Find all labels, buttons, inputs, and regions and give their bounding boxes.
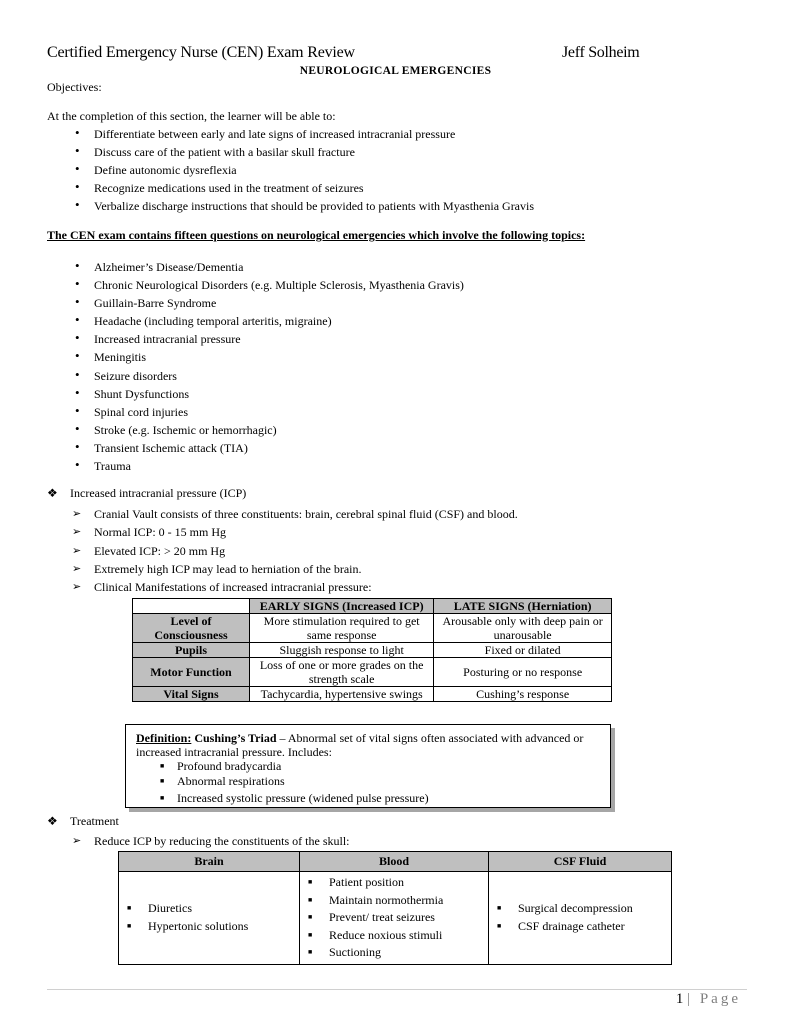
topic-item: • Increased intracranial pressure bbox=[75, 330, 464, 348]
list-item: ■ Prevent/ treat seizures bbox=[304, 909, 484, 927]
table-cell: Posturing or no response bbox=[434, 658, 612, 687]
icp-signs-table bbox=[132, 598, 612, 702]
brain-cell bbox=[119, 872, 300, 965]
topic-item: • Meningitis bbox=[75, 348, 464, 366]
topic-item: • Stroke (e.g. Ischemic or hemorrhagic) bbox=[75, 421, 464, 439]
treatment-table bbox=[118, 851, 672, 965]
icp-point: ➢ Normal ICP: 0 - 15 mm Hg bbox=[72, 523, 518, 541]
topic-item: • Chronic Neurological Disorders (e.g. Multiple Sclerosis, Myasthenia Gravis) bbox=[75, 276, 464, 294]
section-title: NEUROLOGICAL EMERGENCIES bbox=[299, 65, 492, 77]
topic-item: • Headache (including temporal arteritis, migraine) bbox=[75, 312, 464, 330]
col-header-csf: CSF Fluid bbox=[489, 852, 672, 872]
table-cell: Fixed or dilated bbox=[434, 643, 612, 658]
definition-item: ■ Abnormal respirations bbox=[160, 774, 600, 789]
definition-text bbox=[136, 731, 600, 759]
topic-item: • Trauma bbox=[75, 457, 464, 475]
list-item: ■ Patient position bbox=[304, 874, 484, 892]
definition-label: Definition: bbox=[136, 731, 192, 745]
topic-item: • Seizure disorders bbox=[75, 367, 464, 385]
table-cell: Loss of one or more grades on the strength scale bbox=[250, 658, 434, 687]
topic-item: • Transient Ischemic attack (TIA) bbox=[75, 439, 464, 457]
objective-item: • Differentiate between early and late signs of increased intracranial pressure bbox=[75, 125, 534, 143]
table-row bbox=[133, 643, 612, 658]
objective-item: • Verbalize discharge instructions that should be provided to patients with Myasthenia Gravis bbox=[75, 197, 534, 215]
diamond-bullet-icon: ❖ bbox=[47, 814, 58, 828]
list-item: ■ Surgical decompression bbox=[493, 900, 667, 918]
definition-item: ■ Increased systolic pressure (widened pulse pressure) bbox=[160, 791, 600, 806]
table-row bbox=[133, 614, 612, 643]
topic-item: • Shunt Dysfunctions bbox=[75, 385, 464, 403]
icp-point: ➢ Clinical Manifestations of increased intracranial pressure: bbox=[72, 578, 518, 596]
topics-list bbox=[75, 258, 464, 475]
objective-item: • Recognize medications used in the treatment of seizures bbox=[75, 179, 534, 197]
icp-heading: Increased intracranial pressure (ICP) bbox=[70, 486, 247, 500]
table-cell: Cushing’s response bbox=[434, 687, 612, 702]
table-corner-cell bbox=[133, 599, 250, 614]
icp-point: ➢ Extremely high ICP may lead to herniation of the brain. bbox=[72, 560, 518, 578]
objective-item: • Discuss care of the patient with a basilar skull fracture bbox=[75, 143, 534, 161]
treatment-heading: Treatment bbox=[70, 814, 119, 828]
header-author: Jeff Solheim bbox=[562, 44, 640, 61]
col-header-early: EARLY SIGNS (Increased ICP) bbox=[250, 599, 434, 614]
csf-list bbox=[493, 900, 667, 935]
definition-item: ■ Profound bradycardia bbox=[160, 759, 600, 774]
treatment-point: ➢ Reduce ICP by reducing the constituents of the skull: bbox=[72, 832, 350, 850]
brain-list bbox=[123, 900, 295, 935]
list-item: ■ Diuretics bbox=[123, 900, 295, 918]
col-header-brain: Brain bbox=[119, 852, 300, 872]
row-header: Vital Signs bbox=[133, 687, 250, 702]
objective-item: • Define autonomic dysreflexia bbox=[75, 161, 534, 179]
page-number: 1 bbox=[675, 991, 684, 1007]
blood-list bbox=[304, 874, 484, 962]
page-footer bbox=[676, 991, 741, 1008]
list-item: ■ Reduce noxious stimuli bbox=[304, 927, 484, 945]
topic-item: • Guillain-Barre Syndrome bbox=[75, 294, 464, 312]
icp-point: ➢ Elevated ICP: > 20 mm Hg bbox=[72, 542, 518, 560]
definition-box bbox=[125, 724, 611, 808]
table-row bbox=[133, 687, 612, 702]
objectives-label: Objectives: bbox=[47, 80, 102, 94]
list-item: ■ Suctioning bbox=[304, 944, 484, 962]
table-cell: Tachycardia, hypertensive swings bbox=[250, 687, 434, 702]
definition-body: – Abnormal set of vital signs often associated with advanced or increased intracranial pressure. Includes: bbox=[136, 731, 584, 759]
list-item: ■ CSF drainage catheter bbox=[493, 918, 667, 936]
blood-cell bbox=[300, 872, 489, 965]
page-label: | Page bbox=[687, 991, 741, 1007]
table-cell: Arousable only with deep pain or unarousable bbox=[434, 614, 612, 643]
row-header: Level of Consciousness bbox=[133, 614, 250, 643]
table-row bbox=[133, 658, 612, 687]
intro-text: At the completion of this section, the learner will be able to: bbox=[47, 109, 336, 123]
table-row bbox=[119, 872, 672, 965]
table-cell: More stimulation required to get same response bbox=[250, 614, 434, 643]
objectives-list bbox=[75, 125, 534, 215]
table-cell: Sluggish response to light bbox=[250, 643, 434, 658]
topic-item: • Alzheimer’s Disease/Dementia bbox=[75, 258, 464, 276]
csf-cell bbox=[489, 872, 672, 965]
diamond-bullet-icon: ❖ bbox=[47, 486, 58, 500]
col-header-blood: Blood bbox=[300, 852, 489, 872]
footer-divider bbox=[47, 989, 747, 990]
treatment-points bbox=[72, 832, 350, 850]
col-header-late: LATE SIGNS (Herniation) bbox=[434, 599, 612, 614]
exam-note: The CEN exam contains fifteen questions on neurological emergencies which involve the following topics: bbox=[47, 228, 586, 242]
list-item: ■ Maintain normothermia bbox=[304, 892, 484, 910]
header-title: Certified Emergency Nurse (CEN) Exam Review bbox=[47, 44, 355, 61]
definition-term: Cushing’s Triad bbox=[194, 731, 277, 745]
list-item: ■ Hypertonic solutions bbox=[123, 918, 295, 936]
row-header: Pupils bbox=[133, 643, 250, 658]
topic-item: • Spinal cord injuries bbox=[75, 403, 464, 421]
icp-points bbox=[72, 505, 518, 596]
icp-point: ➢ Cranial Vault consists of three constituents: brain, cerebral spinal fluid (CSF) and blood. bbox=[72, 505, 518, 523]
row-header: Motor Function bbox=[133, 658, 250, 687]
definition-items bbox=[136, 759, 600, 806]
